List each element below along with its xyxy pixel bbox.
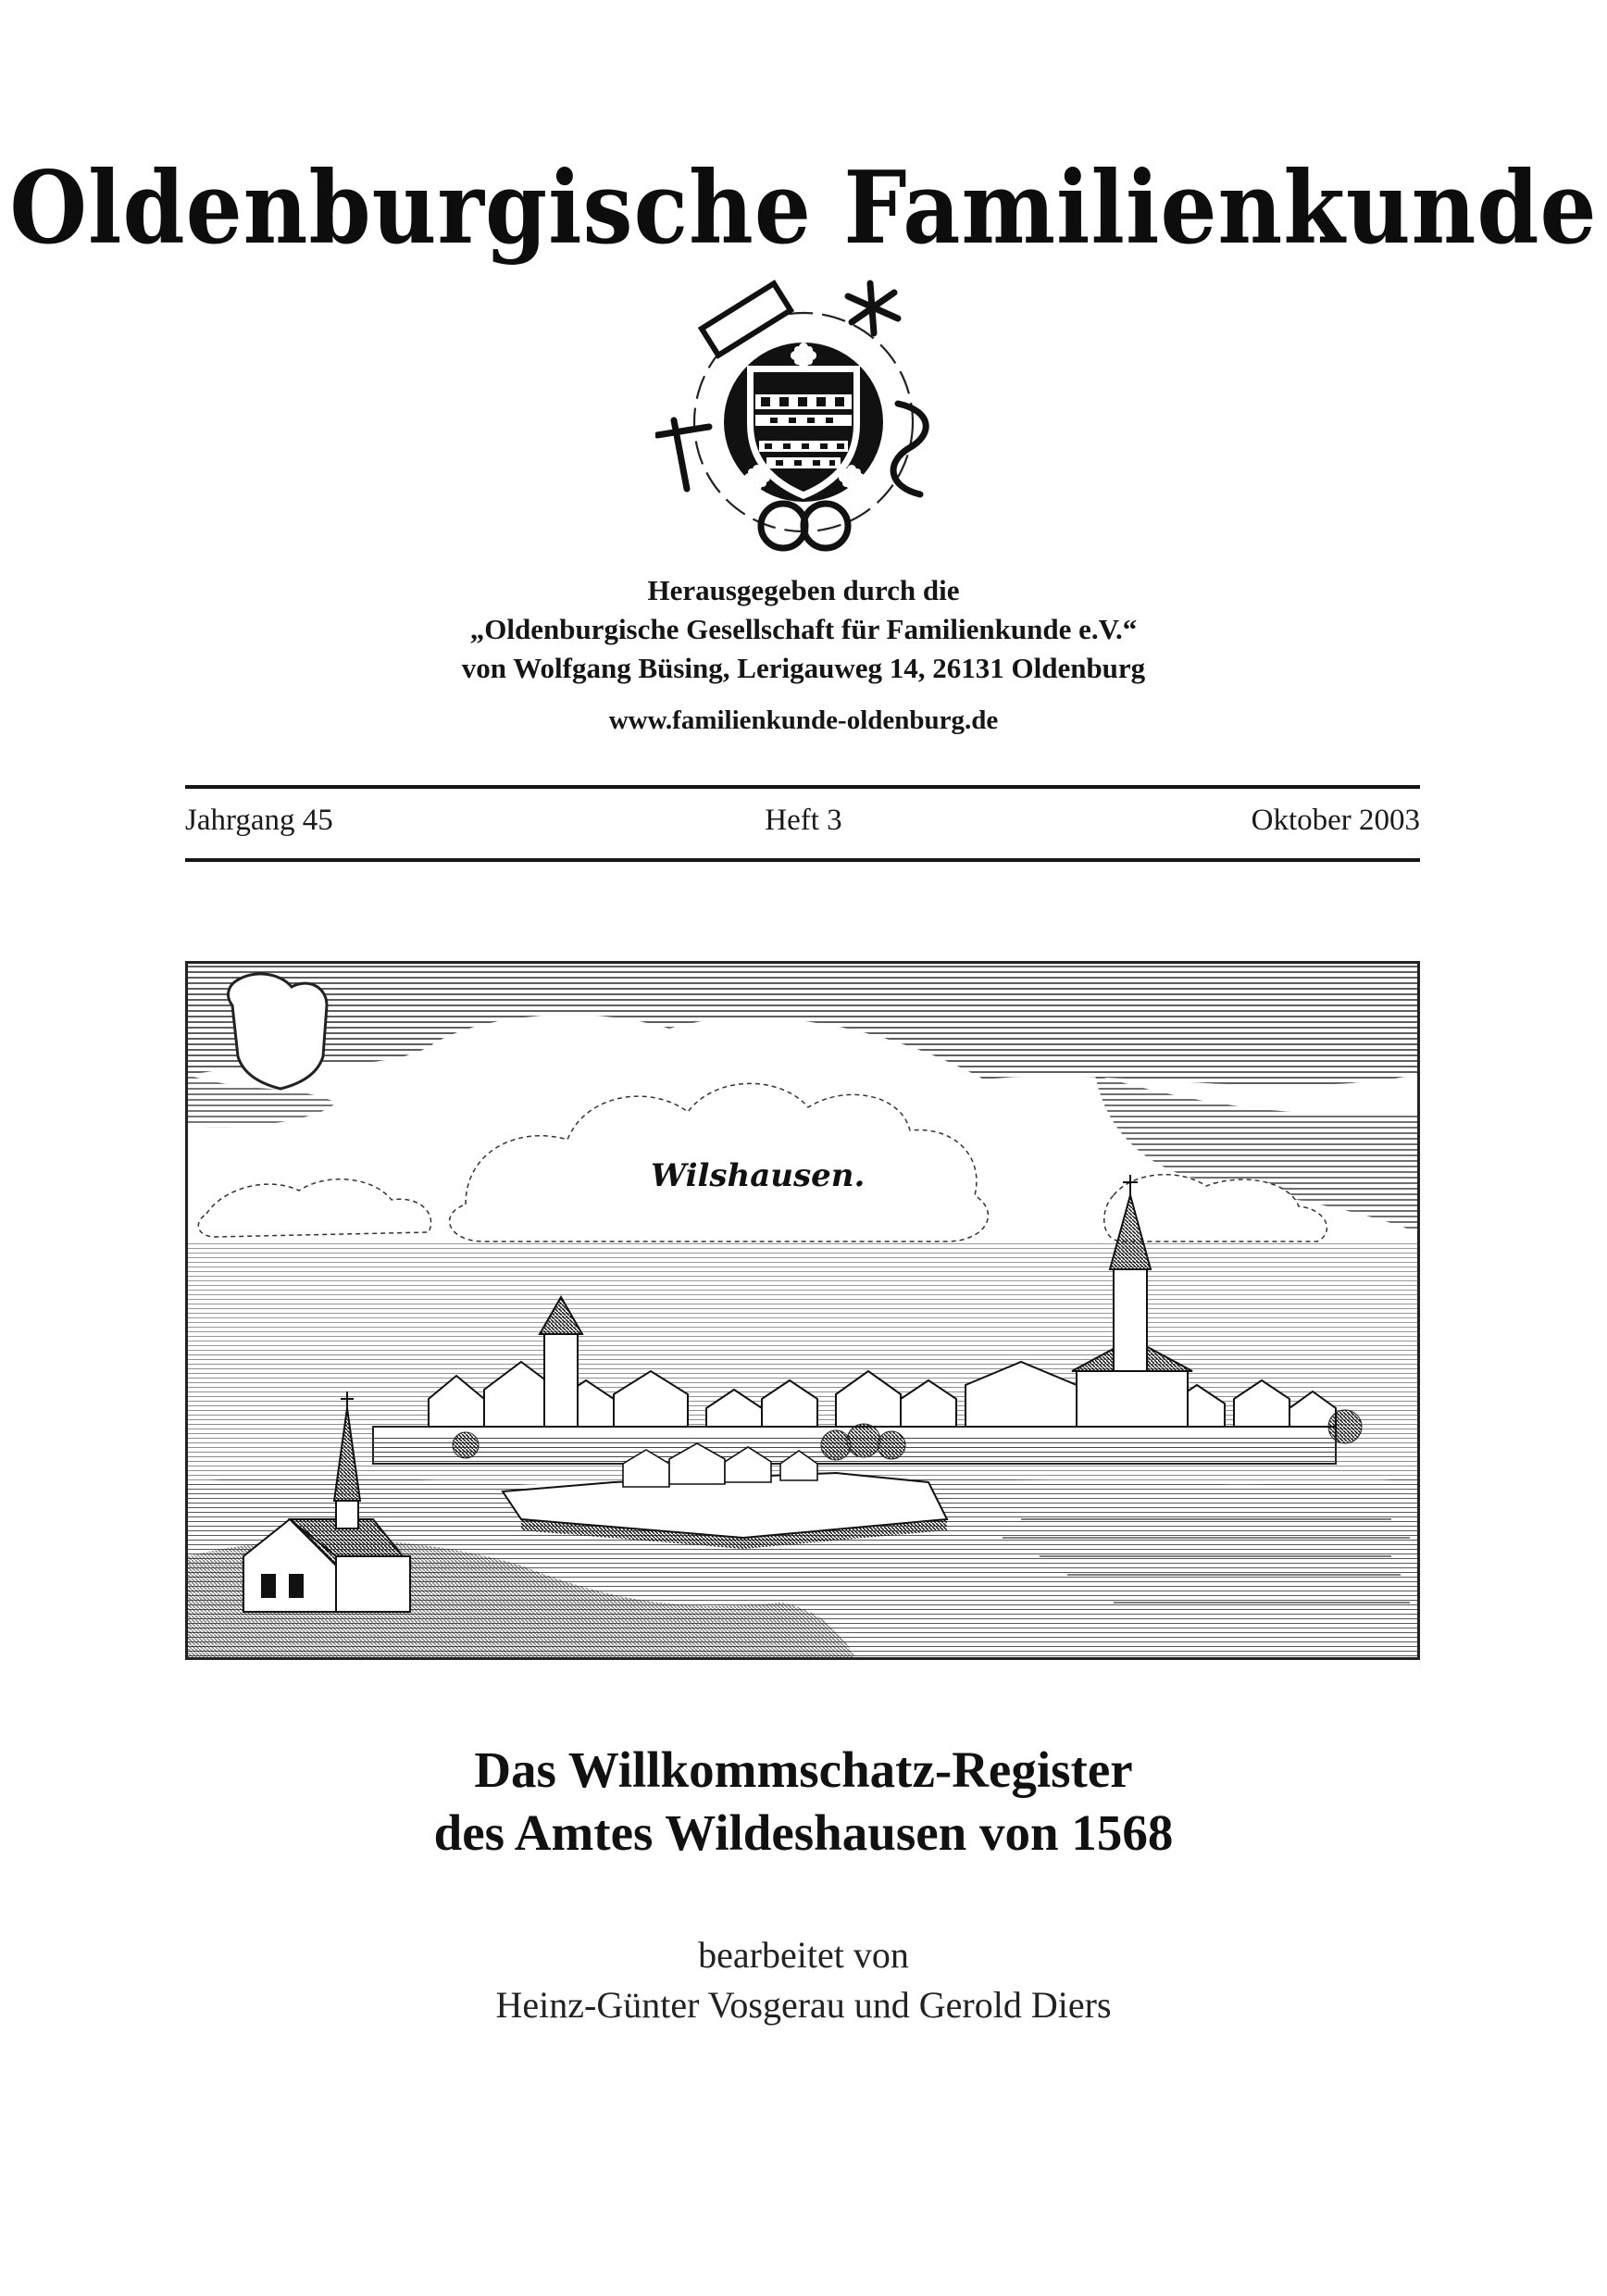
publisher-line-2: „Oldenburgische Gesellschaft für Familienkunde e.V.“ [469, 613, 1138, 645]
article-title-line-2: des Amtes Wildeshausen von 1568 [433, 1804, 1174, 1861]
top-rule [185, 785, 1420, 789]
serpent-symbol-icon [893, 404, 926, 494]
engraving-caption: Wilshausen. [651, 1157, 866, 1194]
publisher-line-3: von Wolfgang Büsing, Lerigauweg 14, 26131 Oldenburg [461, 652, 1146, 684]
editor-intro: bearbeitet von [698, 1934, 909, 1976]
article-title [0, 1739, 1607, 1865]
bottom-rule [185, 858, 1420, 862]
website-link[interactable]: www.familienkunde-oldenburg.de [608, 705, 999, 735]
society-emblem [655, 276, 952, 563]
issue-date: Oktober 2003 [1251, 804, 1420, 837]
volume-label: Jahrgang 45 [185, 804, 333, 837]
article-title-line-1: Das Willkommschatz-Register [474, 1741, 1133, 1798]
journal-title: Oldenburgische Familienkunde [9, 149, 1598, 267]
rectangle-symbol-icon [702, 283, 791, 356]
issue-number: Heft 3 [765, 804, 842, 837]
cross-symbol-icon [657, 420, 709, 489]
engraving-drawing [188, 964, 1417, 1657]
publisher-line-1: Herausgegeben durch die [647, 574, 960, 606]
town-engraving [185, 961, 1420, 1660]
editor-names: Heinz-Günter Vosgerau und Gerold Diers [495, 1984, 1112, 2026]
